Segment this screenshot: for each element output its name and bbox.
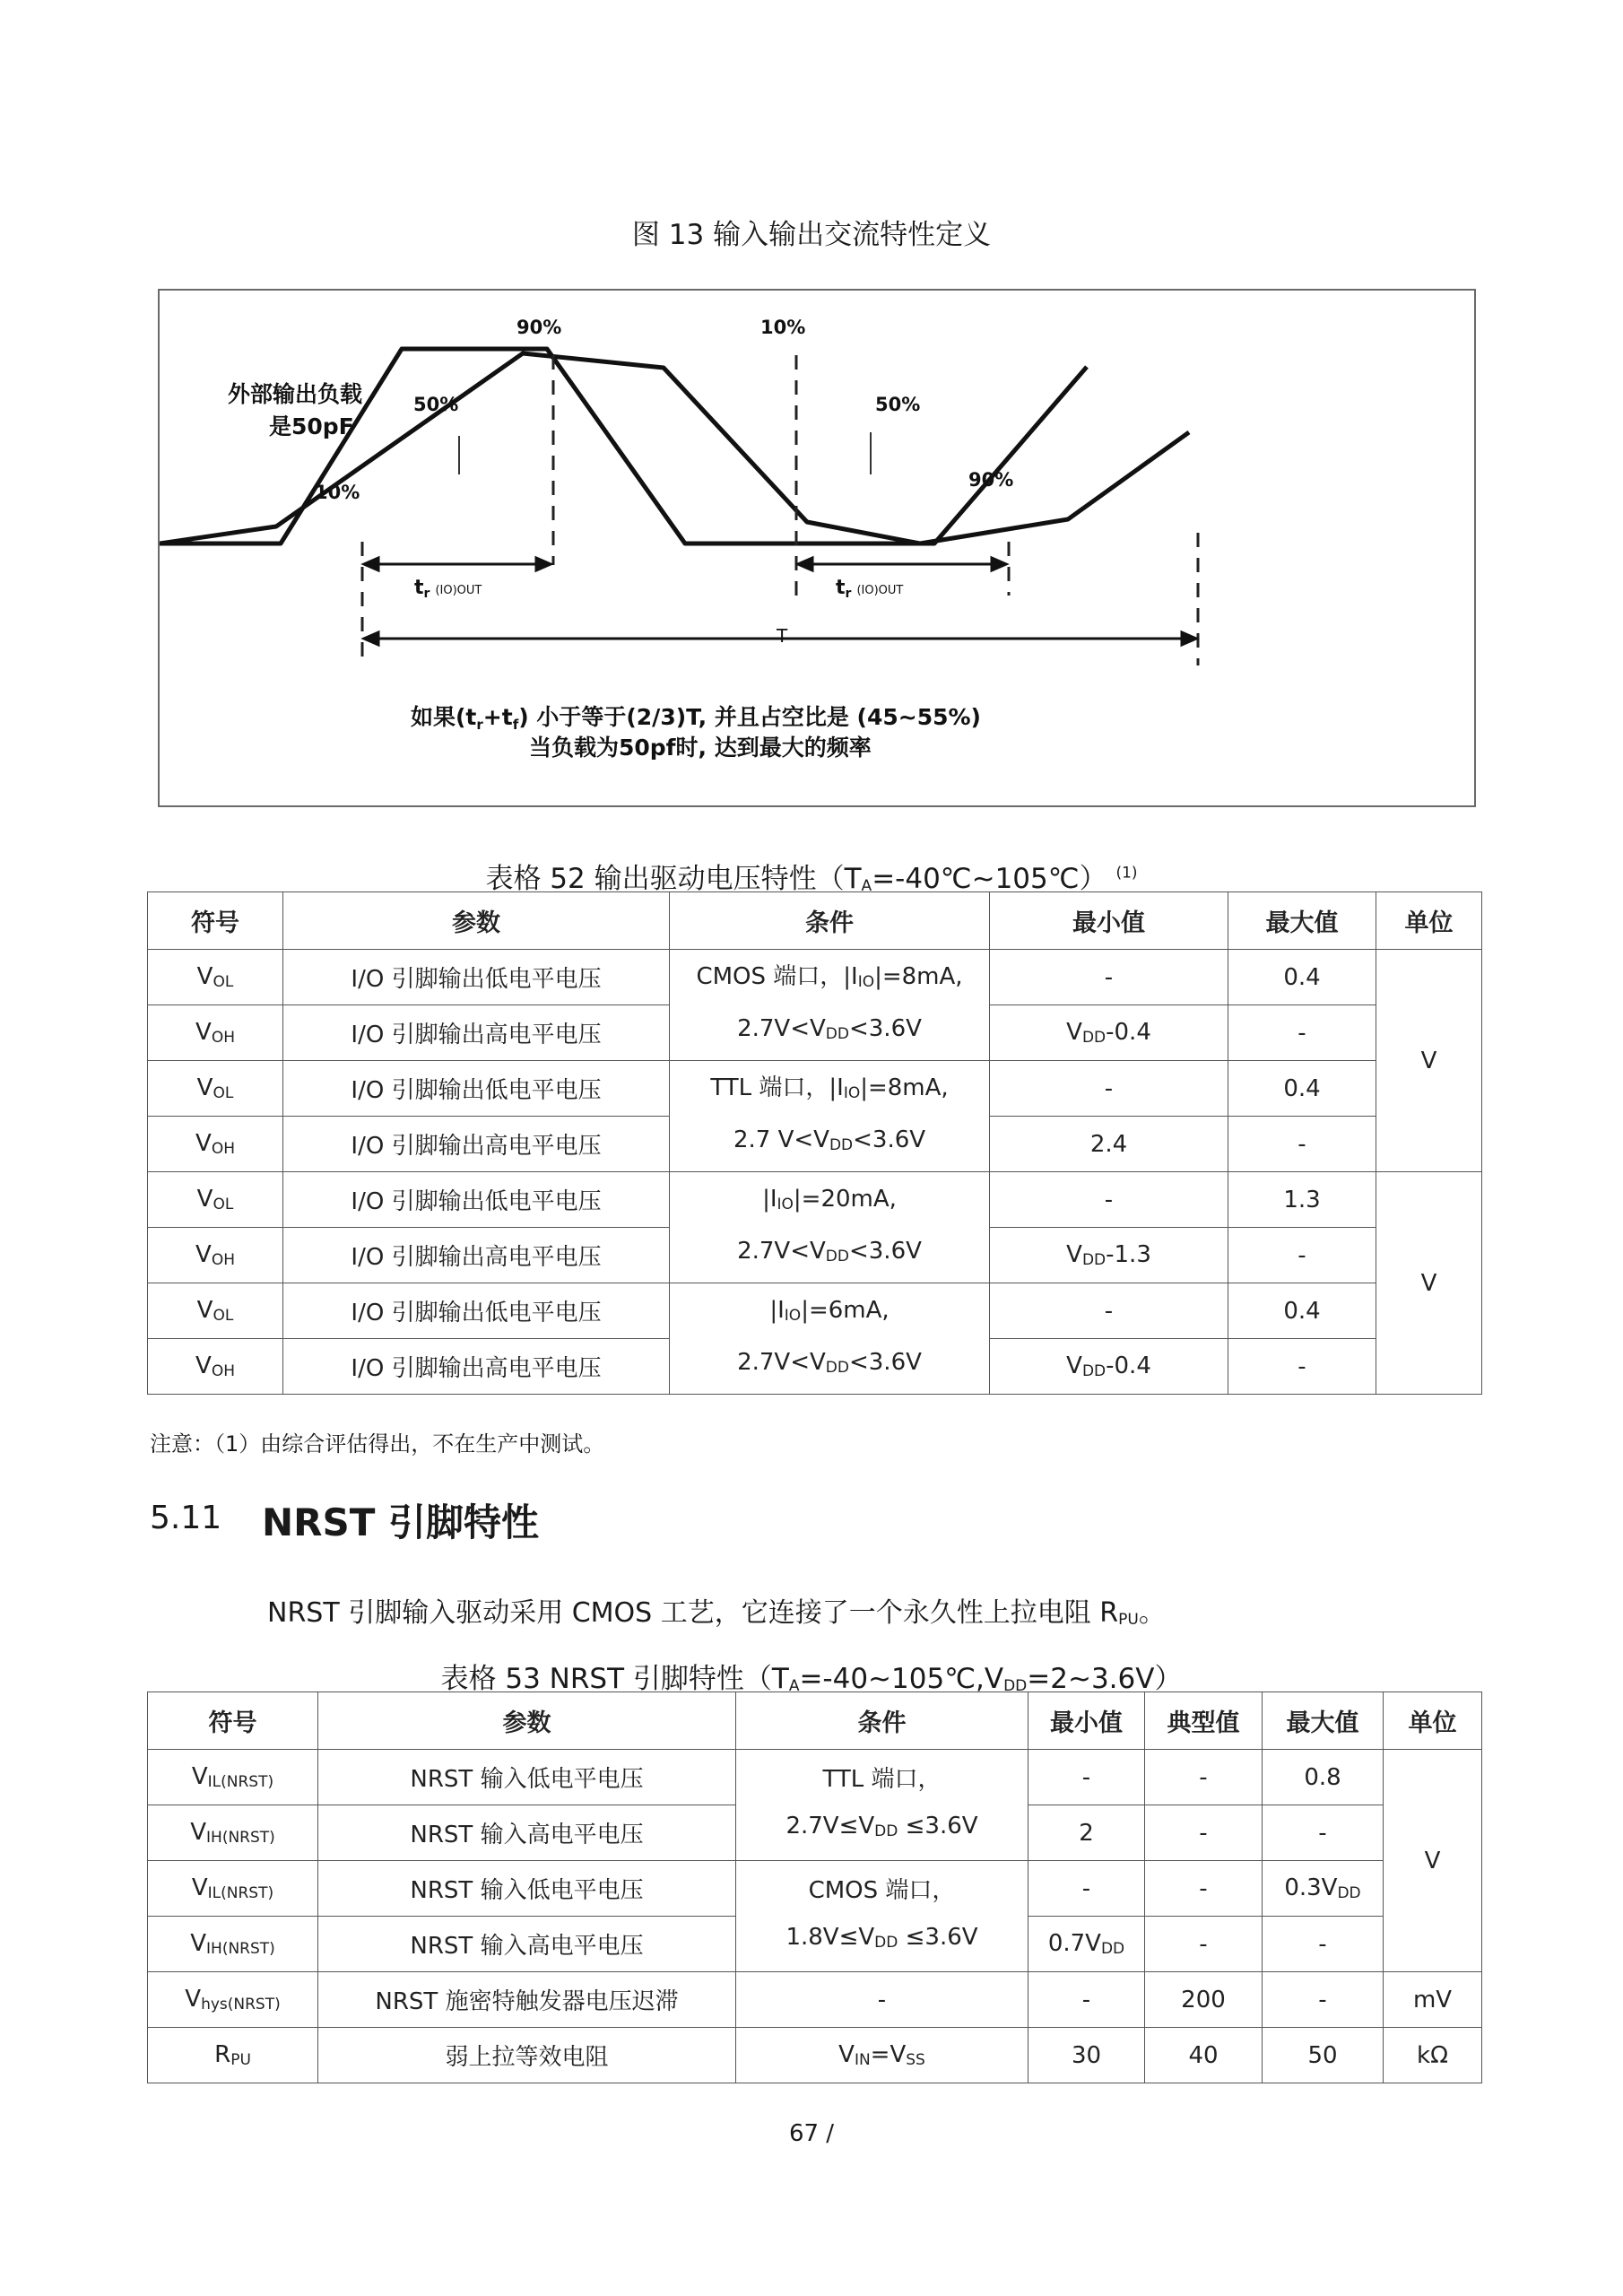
param-cell: NRST 输入低电平电压	[318, 1750, 736, 1805]
page-number: 67 /	[788, 2120, 835, 2147]
max-cell: 0.8	[1263, 1750, 1384, 1805]
min-cell: -	[1028, 1861, 1145, 1917]
tr-fall-label: tr (IO)OUT	[836, 577, 904, 601]
tr-fall-arrowhead-right	[992, 558, 1006, 570]
max-cell: 0.4	[1228, 1061, 1376, 1117]
param-cell: NRST 输入低电平电压	[318, 1861, 736, 1917]
fall-10-label: 10%	[760, 317, 806, 338]
max-cell: -	[1263, 1805, 1384, 1861]
min-cell: 2	[1028, 1805, 1145, 1861]
max-cell: 0.4	[1228, 950, 1376, 1005]
col-header: 最大值	[1228, 892, 1376, 950]
period-label: T	[777, 625, 788, 647]
table-header-row	[148, 1692, 1482, 1750]
tr-rise-label: tr (IO)OUT	[414, 577, 482, 601]
table53	[147, 1692, 1482, 2083]
param-cell: 弱上拉等效电阻	[318, 2028, 736, 2083]
min-cell: $0.7V_{DD}$	[1028, 1917, 1145, 1972]
max-cell: 0.4	[1228, 1283, 1376, 1339]
table52	[147, 891, 1482, 1395]
min-cell: 30	[1028, 2028, 1145, 2083]
section-title: NRST 引脚特性	[262, 1500, 540, 1544]
timing-diagram	[160, 291, 1478, 809]
fall-90-label: 90%	[968, 469, 1014, 491]
typ-cell: 40	[1145, 2028, 1263, 2083]
typ-cell: -	[1145, 1917, 1263, 1972]
symbol-cell: $V_{IL(NRST)}$	[148, 1861, 318, 1917]
col-header: 参数	[318, 1692, 736, 1750]
load-label-line2: 是50pF	[269, 413, 354, 439]
symbol-cell: $V_{IL(NRST)}$	[148, 1750, 318, 1805]
unit-cell: kΩ	[1384, 2028, 1482, 2083]
condition-cell: CMOS 端口， $1.8V\le V_{DD} \le 3.6V$	[736, 1861, 1028, 1972]
period-arrowhead-right	[1182, 632, 1196, 645]
symbol-cell: $V_{OH}$	[148, 1005, 283, 1061]
period-arrowhead-left	[364, 632, 378, 645]
table-row	[148, 1172, 1482, 1228]
condition-cell: $|I_{IO}|=20mA$, $2.7V<V_{DD}<3.6V$	[670, 1172, 990, 1283]
symbol-cell: $V_{OH}$	[148, 1117, 283, 1172]
col-header: 单位	[1376, 892, 1482, 950]
max-cell: -	[1263, 1917, 1384, 1972]
tr-fall-arrowhead-left	[798, 558, 812, 570]
rise-10-label: 10%	[315, 482, 360, 503]
tr-rise-arrowhead-right	[536, 558, 551, 570]
section-body: NRST 引脚输入驱动采用 CMOS 工艺，它连接了一个永久性上拉电阻 $R_{PU}$。	[267, 1597, 1166, 1629]
condition-cell: TTL 端口， $2.7V\le V_{DD} \le 3.6V$	[736, 1750, 1028, 1861]
condition-cell: -	[736, 1972, 1028, 2028]
symbol-cell: $R_{PU}$	[148, 2028, 318, 2083]
param-cell: I/O 引脚输出高电平电压	[283, 1117, 670, 1172]
typ-cell: -	[1145, 1750, 1263, 1805]
unit-cell: mV	[1384, 1972, 1482, 2028]
figure-caption: 图 13 输入输出交流特性定义	[631, 219, 992, 251]
unit-cell: V	[1376, 1172, 1482, 1395]
table-row	[148, 2028, 1482, 2083]
col-header: 条件	[670, 892, 990, 950]
min-cell: $V_{DD}-1.3$	[990, 1228, 1228, 1283]
param-cell: I/O 引脚输出低电平电压	[283, 1172, 670, 1228]
ideal-waveform	[160, 349, 1087, 544]
col-header: 符号	[148, 1692, 318, 1750]
symbol-cell: $V_{OL}$	[148, 1283, 283, 1339]
table52-caption: 表格 52 输出驱动电压特性$(T_A=-40℃\sim 105℃)$ $^{(1)}$	[485, 863, 1138, 895]
symbol-cell: $V_{IH(NRST)}$	[148, 1805, 318, 1861]
table-row	[148, 1972, 1482, 2028]
param-cell: I/O 引脚输出高电平电压	[283, 1005, 670, 1061]
rise-90-label: 90%	[516, 317, 562, 338]
max-cell: -	[1228, 1005, 1376, 1061]
min-cell: -	[990, 1061, 1228, 1117]
max-cell: -	[1228, 1339, 1376, 1395]
param-cell: I/O 引脚输出高电平电压	[283, 1228, 670, 1283]
min-cell: -	[1028, 1750, 1145, 1805]
figure-note-line2: 当负载为50pf时, 达到最大的频率	[529, 735, 872, 761]
min-cell: -	[1028, 1972, 1145, 2028]
table53-caption: 表格 53 NRST 引脚特性$(T_A=-40\sim 105℃,V_{DD}=2\sim 3.6V)$	[440, 1663, 1183, 1695]
fall-50-label: 50%	[875, 394, 921, 415]
ac-timing-figure	[158, 289, 1476, 807]
max-cell: -	[1263, 1972, 1384, 2028]
max-cell: 1.3	[1228, 1172, 1376, 1228]
max-cell: -	[1228, 1228, 1376, 1283]
param-cell: I/O 引脚输出低电平电压	[283, 1283, 670, 1339]
table-note: 注意：（1）由综合评估得出，不在生产中测试。	[150, 1431, 605, 1457]
table-row	[148, 1283, 1482, 1339]
condition-cell: $|I_{IO}|=6mA$, $2.7V<V_{DD}<3.6V$	[670, 1283, 990, 1395]
table-header-row	[148, 892, 1482, 950]
symbol-cell: $V_{OL}$	[148, 950, 283, 1005]
col-header: 符号	[148, 892, 283, 950]
param-cell: I/O 引脚输出高电平电压	[283, 1339, 670, 1395]
table-row	[148, 950, 1482, 1005]
figure-note-line1: 如果$(t_r+t_f)$ 小于等于(2/3)T, 并且占空比是 (45~55%)	[411, 704, 981, 733]
load-label-line1: 外部输出负载	[228, 381, 363, 407]
rise-50-label: 50%	[413, 394, 459, 415]
min-cell: $V_{DD}-0.4$	[990, 1339, 1228, 1395]
symbol-cell: $V_{hys(NRST)}$	[148, 1972, 318, 2028]
max-cell: -	[1228, 1117, 1376, 1172]
col-header: 单位	[1384, 1692, 1482, 1750]
symbol-cell: $V_{OL}$	[148, 1172, 283, 1228]
col-header: 参数	[283, 892, 670, 950]
typ-cell: -	[1145, 1805, 1263, 1861]
col-header: 最小值	[990, 892, 1228, 950]
section-number: 5.11	[150, 1500, 222, 1536]
symbol-cell: $V_{OH}$	[148, 1339, 283, 1395]
table-row	[148, 1750, 1482, 1805]
param-cell: NRST 输入高电平电压	[318, 1917, 736, 1972]
col-header: 最大值	[1263, 1692, 1384, 1750]
table-row	[148, 1061, 1482, 1117]
col-header: 最小值	[1028, 1692, 1145, 1750]
col-header: 典型值	[1145, 1692, 1263, 1750]
param-cell: NRST 输入高电平电压	[318, 1805, 736, 1861]
param-cell: I/O 引脚输出低电平电压	[283, 950, 670, 1005]
unit-cell: V	[1384, 1750, 1482, 1972]
min-cell: -	[990, 1283, 1228, 1339]
symbol-cell: $V_{OL}$	[148, 1061, 283, 1117]
min-cell: -	[990, 1172, 1228, 1228]
unit-cell: V	[1376, 950, 1482, 1172]
condition-cell: CMOS 端口，$|I_{IO}|=8mA$, $2.7V<V_{DD}<3.6V$	[670, 950, 990, 1061]
col-header: 条件	[736, 1692, 1028, 1750]
symbol-cell: $V_{IH(NRST)}$	[148, 1917, 318, 1972]
param-cell: NRST 施密特触发器电压迟滞	[318, 1972, 736, 2028]
tr-rise-arrowhead-left	[364, 558, 378, 570]
condition-cell: TTL 端口，$|I_{IO}|=8mA$, 2.7 $V<V_{DD}<3.6V$	[670, 1061, 990, 1172]
table-row	[148, 1861, 1482, 1917]
typ-cell: 200	[1145, 1972, 1263, 2028]
min-cell: 2.4	[990, 1117, 1228, 1172]
min-cell: -	[990, 950, 1228, 1005]
typ-cell: -	[1145, 1861, 1263, 1917]
param-cell: I/O 引脚输出低电平电压	[283, 1061, 670, 1117]
max-cell: 50	[1263, 2028, 1384, 2083]
condition-cell: $V_{IN}=V_{SS}$	[736, 2028, 1028, 2083]
max-cell: $0.3V_{DD}$	[1263, 1861, 1384, 1917]
symbol-cell: $V_{OH}$	[148, 1228, 283, 1283]
min-cell: $V_{DD}-0.4$	[990, 1005, 1228, 1061]
